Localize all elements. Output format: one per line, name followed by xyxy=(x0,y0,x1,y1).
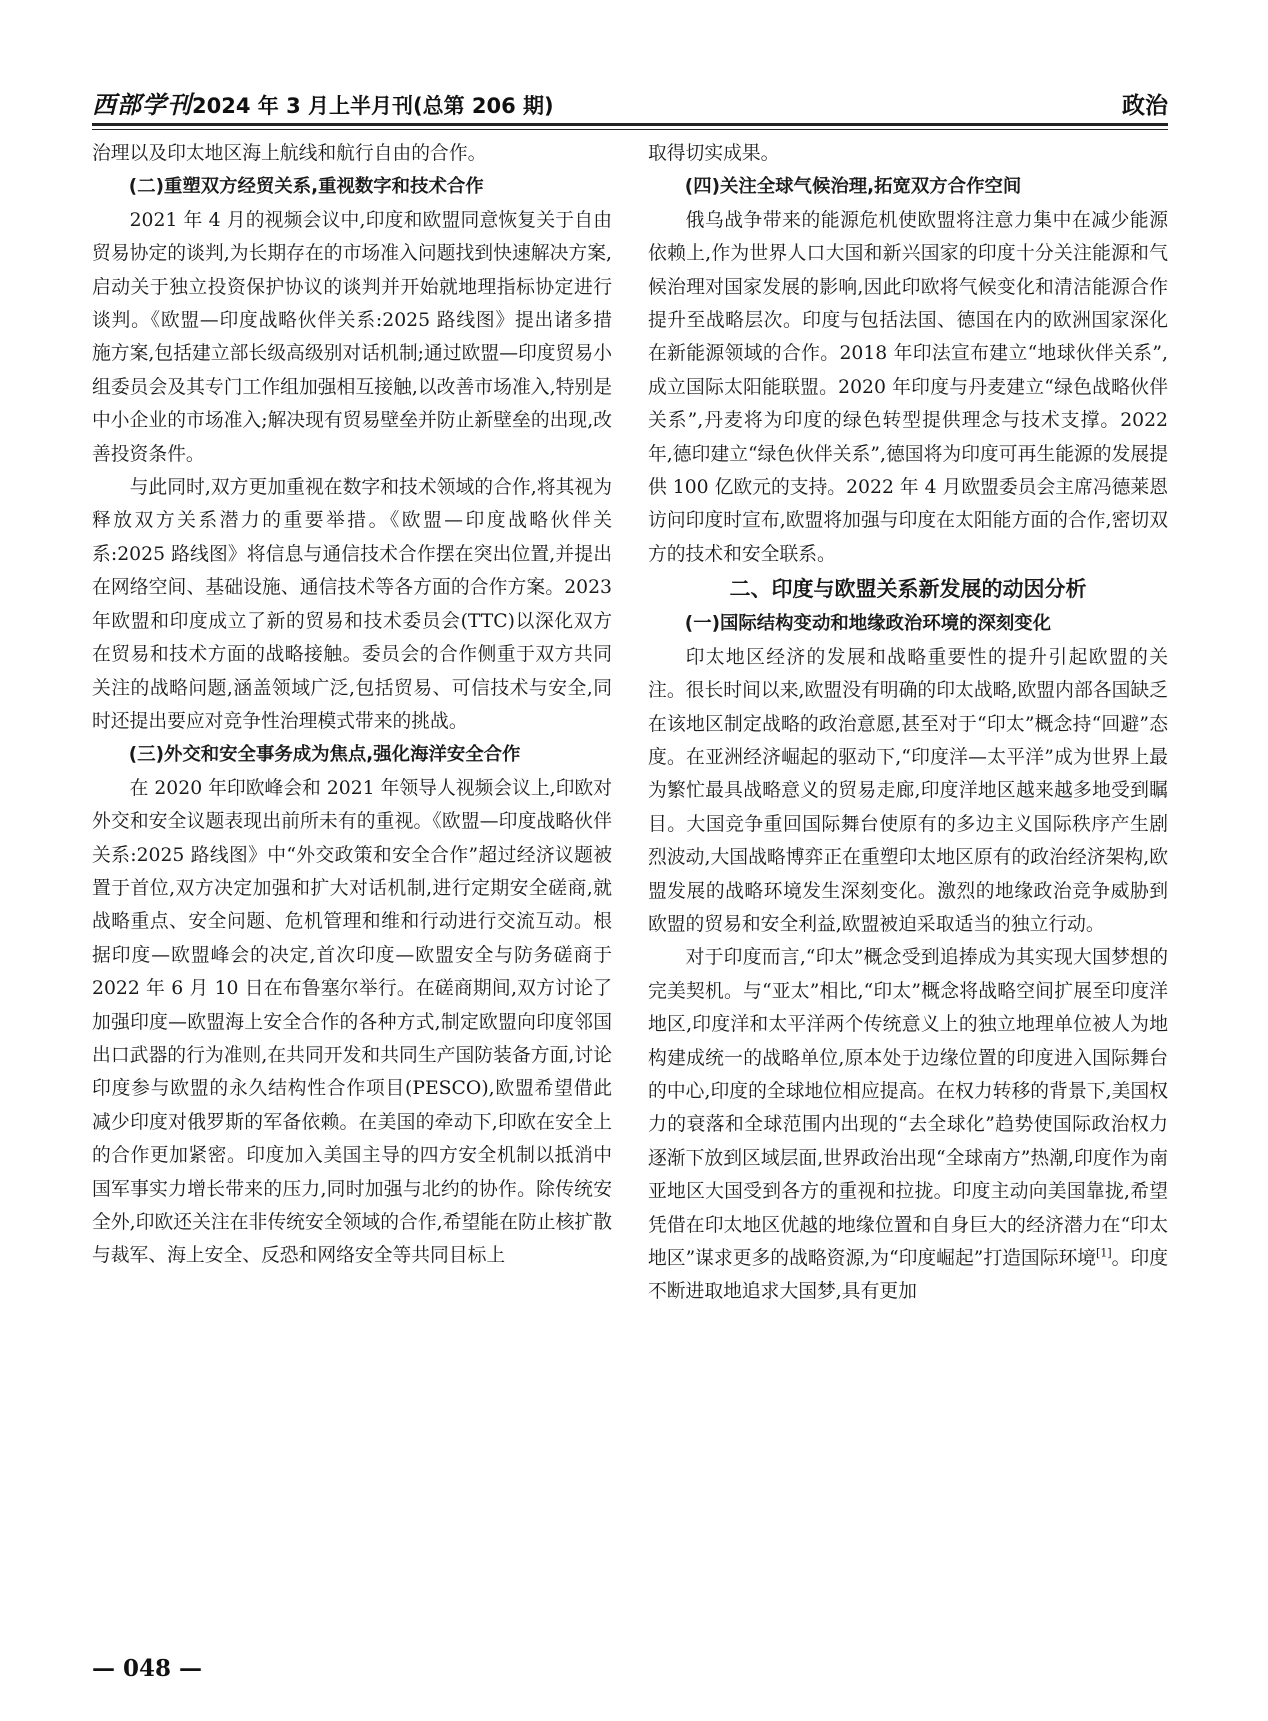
paragraph: 印太地区经济的发展和战略重要性的提升引起欧盟的关注。很长时间以来,欧盟没有明确的印太战略,欧盟内部各国缺乏在该地区制定战略的政治意愿,甚至对于“印太”概念持“回避”态度。在亚洲经济崛起的驱动下,“印度洋—太平洋”成为世界上最为繁忙最具战略意义的贸易走廊,印度洋地区越来越多地受到瞩目。大国竞争重回国际舞台使原有的多边主义国际秩序产生剧烈波动,大国战略博弈正在重塑印太地区原有的政治经济架构,欧盟发展的战略环境发生深刻变化。激烈的地缘政治竞争威胁到欧盟的贸易和安全利益,欧盟被迫采取适当的独立行动。 xyxy=(648,646,1168,935)
paragraph: 俄乌战争带来的能源危机使欧盟将注意力集中在减少能源依赖上,作为世界人口大国和新兴国家的印度十分关注能源和气候治理对国家发展的影响,因此印欧将气候变化和清洁能源合作提升至战略层次。印度与包括法国、德国在内的欧洲国家深化在新能源领域的合作。2018 年印法宣布建立“地球伙伴关系”,成立国际太阳能联盟。2020 年印度与丹麦建立“绿色战略伙伴关系”,丹麦将为印度的绿色转型提供理念与技术支撑。2022 年,德印建立“绿色伙伴关系”,德国将为印度可再生能源的发展提供 100 亿欧元的支持。2022 年 4 月欧盟委员会主席冯德莱恩访问印度时宣布,欧盟将加强与印度在太阳能方面的合作,密切双方的技术和安全联系。 xyxy=(648,209,1168,565)
paragraph: 2021 年 4 月的视频会议中,印度和欧盟同意恢复关于自由贸易协定的谈判,为长期存在的市场准入问题找到快速解决方案,启动关于独立投资保护协议的谈判并开始就地理指标协定进行谈判。《欧盟—印度战略伙伴关系:2025 路线图》提出诸多措施方案,包括建立部长级高级别对话机制;通过欧盟—印度贸易小组委员会及其专门工作组加强相互接触,以改善市场准入,特别是中小企业的市场准入;解决现有贸易壁垒并防止新壁垒的出现,改善投资条件。 xyxy=(92,209,612,465)
left-column xyxy=(92,137,612,1637)
paragraph-text: 对于印度而言,“印太”概念受到追捧成为其实现大国梦想的完美契机。与“亚太”相比,“印太”概念将战略空间扩展至印度洋地区,印度洋和太平洋两个传统意义上的独立地理单位被人为地构建成统一的战略单位,原本处于边缘位置的印度进入国际舞台的中心,印度的全球地位相应提高。在权力转移的背景下,美国权力的衰落和全球范围内出现的“去全球化”趋势使国际政治权力逐渐下放到区域层面,世界政治出现“全球南方”热潮,印度作为南亚地区大国受到各方的重视和拉拢。印度主动向美国靠拢,希望凭借在印太地区优越的地缘位置和自身巨大的经济潜力在“印太地区”谋求更多的战略资源,为“印度崛起”打造国际环境 xyxy=(648,947,1168,1269)
section-heading: 二、印度与欧盟关系新发展的动因分析 xyxy=(729,577,1087,602)
page-number: — 048 — xyxy=(92,1655,203,1682)
header-rule-thin xyxy=(92,129,1168,130)
citation-ref[interactable]: [1] xyxy=(1096,1246,1112,1260)
right-column xyxy=(648,137,1168,1637)
section-label: 政治 xyxy=(1122,93,1168,119)
header-left xyxy=(92,85,554,120)
paragraph: 治理以及印太地区海上航线和航行自由的合作。 xyxy=(92,143,487,164)
subsection-heading: (三)外交和安全事务成为焦点,强化海洋安全合作 xyxy=(128,744,521,766)
paragraph xyxy=(648,941,1168,1308)
paragraph: 在 2020 年印欧峰会和 2021 年领导人视频会议上,印欧对外交和安全议题表现出前所未有的重视。《欧盟—印度战略伙伴关系:2025 路线图》中“外交政策和安全合作”超过经济议题被置于首位,双方决定加强和扩大对话机制,进行定期安全磋商,就战略重点、安全问题、危机管理和维和行动进行交流互动。根据印度—欧盟峰会的决定,首次印度—欧盟安全与防务磋商于 2022 年 6 月 10 日在布鲁塞尔举行。在磋商期间,双方讨论了加强印度—欧盟海上安全合作的各种方式,制定欧盟向印度邻国出口武器的行为准则,在共同开发和共同生产国防装备方面,讨论印度参与欧盟的永久结构性合作项目(PESCO),欧盟希望借此减少印度对俄罗斯的军备依赖。在美国的牵动下,印欧在安全上的合作更加紧密。印度加入美国主导的四方安全机制以抵消中国军事实力增长带来的压力,同时加强与北约的协作。除传统安全外,印欧还关注在非传统安全领域的合作,希望能在防止核扩散与裁军、海上安全、反恐和网络安全等共同目标上 xyxy=(92,777,612,1267)
paragraph: 取得切实成果。 xyxy=(648,143,780,164)
subsection-heading: (四)关注全球气候治理,拓宽双方合作空间 xyxy=(684,176,1022,198)
header-rule-thick xyxy=(92,123,1168,126)
running-header xyxy=(92,84,1168,120)
subsection-heading: (一)国际结构变动和地缘政治环境的深刻变化 xyxy=(684,613,1052,635)
paragraph-text-tail: 。印度不断进取地追求大国梦,具有更加 xyxy=(648,1248,1168,1303)
paragraph: 与此同时,双方更加重视在数字和技术领域的合作,将其视为释放双方关系潜力的重要举措。《欧盟—印度战略伙伴关系:2025 路线图》将信息与通信技术合作摆在突出位置,并提出在网络空间、基础设施、通信技术等各方面的合作方案。2023 年欧盟和印度成立了新的贸易和技术委员会(TTC)以深化双方在贸易和技术方面的战略接触。委员会的合作侧重于双方共同关注的战略问题,涵盖领域广泛,包括贸易、可信技术与安全,同时还提出要应对竞争性治理模式带来的挑战。 xyxy=(92,477,612,732)
journal-logo: 西部学刊 xyxy=(92,90,192,119)
subsection-heading: (二)重塑双方经贸关系,重视数字和技术合作 xyxy=(128,176,484,198)
issue-info: 2024 年 3 月上半月刊(总第 206 期) xyxy=(192,94,554,118)
